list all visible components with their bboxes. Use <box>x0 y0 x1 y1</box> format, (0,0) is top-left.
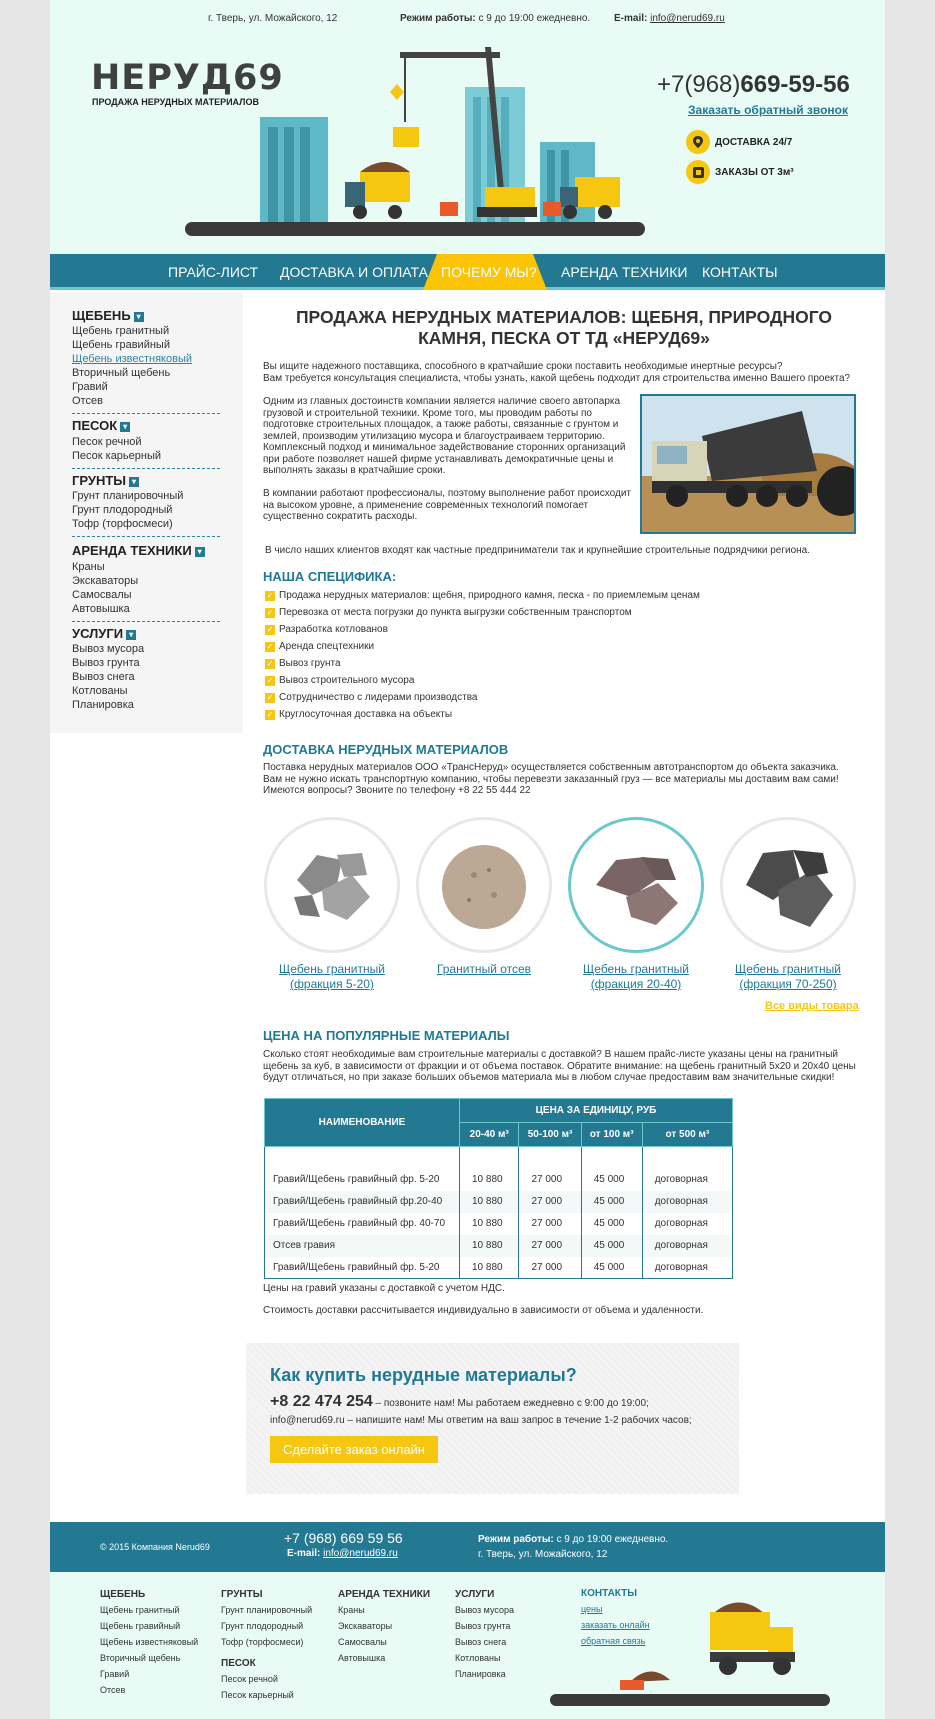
spec-item-text: Перевозка от места погрузки до пункта выгрузки собственным транспортом <box>279 607 632 618</box>
row-price: 10 880 <box>460 1235 519 1257</box>
product-fraction: (фракция 5-20) <box>290 977 374 991</box>
footer-link[interactable]: Экскаваторы <box>338 1621 393 1631</box>
sidebar-item[interactable]: Песок речной <box>72 436 142 448</box>
footer-link[interactable]: Отсев <box>100 1685 126 1695</box>
sidebar-item[interactable]: Вывоз снега <box>72 671 135 683</box>
footer-address: г. Тверь, ул. Можайского, 12 <box>478 1549 608 1560</box>
sidebar-item[interactable]: Грунт плодородный <box>72 504 173 516</box>
spec-item <box>265 590 700 601</box>
sidebar-item[interactable]: Песок карьерный <box>72 450 162 462</box>
how-to-buy-phone-line <box>270 1393 649 1411</box>
footer-link[interactable]: Вывоз грунта <box>455 1621 511 1631</box>
footer-bar <box>50 1522 885 1572</box>
product-image[interactable] <box>264 817 400 953</box>
sidebar-heading-label: ЩЕБЕНЬ <box>72 308 131 323</box>
spec-item-text: Аренда спецтехники <box>279 641 375 652</box>
nav-item-rent[interactable]: АРЕНДА ТЕХНИКИ <box>561 264 688 280</box>
checkmark-icon: ✓ <box>266 692 274 702</box>
sidebar-item[interactable]: Отсев <box>72 395 103 407</box>
product-name: Щебень гранитный <box>279 962 385 976</box>
price-text: Сколько стоят необходимые вам строительные материалы с доставкой? В нашем прайс-листе указаны цены на гранитный щебень за куб, в зависимости от фракции и от объема поставок. Обратите внимание: на щебень гранитный 5х20 и 20х40 цены будут отличаться, но при заказе больших объемов материала мы в любом случае предоставим вам значительные скидки! <box>263 1049 856 1083</box>
row-price: 45 000 <box>581 1235 642 1257</box>
sidebar-item[interactable]: Тофр (торфосмеси) <box>72 518 173 530</box>
footer-link[interactable]: Грунт планировочный <box>221 1605 313 1615</box>
row-name: Гравий/Щебень гравийный фр.20-40 <box>265 1191 460 1213</box>
spec-item <box>265 675 414 686</box>
sidebar-item[interactable]: Планировка <box>72 699 134 711</box>
row-price: 27 000 <box>519 1169 581 1191</box>
spec-item-text: Разработка котлованов <box>279 624 388 635</box>
nav-item-contacts[interactable]: КОНТАКТЫ <box>702 264 778 280</box>
truck-image <box>642 396 854 532</box>
header <box>50 0 885 254</box>
sidebar-item[interactable]: Щебень гранитный <box>72 325 170 337</box>
table-header-name: НАИМЕНОВАНИЕ <box>265 1099 460 1147</box>
footer-col-title: КОНТАКТЫ <box>581 1588 638 1599</box>
how-to-buy-block <box>246 1343 739 1494</box>
row-price: договорная <box>642 1191 732 1213</box>
header-phone[interactable] <box>657 71 850 99</box>
delivery-text: Поставка нерудных материалов ООО «ТрансНеруд» осуществляется собственным автотранспортом до объекта заказчика. Вам не нужно искать транспортную компанию, чтобы перевезти заказанный груз — все материалы мы доставим вам сами! Имеются вопросы? Звоните по телефону +8 22 55 444 22 <box>263 762 839 796</box>
spec-item-text: Вывоз грунта <box>279 658 341 669</box>
checkmark-icon: ✓ <box>266 624 274 634</box>
checkmark-icon: ✓ <box>266 658 274 668</box>
row-price: 10 880 <box>460 1257 519 1279</box>
granite-70-250-image <box>738 835 838 935</box>
footer-link[interactable]: Гравий <box>100 1669 130 1679</box>
footer-link[interactable]: Вторичный щебень <box>100 1653 181 1663</box>
table-row <box>265 1257 733 1279</box>
footer-col-title: УСЛУГИ <box>455 1589 495 1600</box>
logo-subtitle: ПРОДАЖА НЕРУДНЫХ МАТЕРИАЛОВ <box>92 97 259 107</box>
footer-link[interactable]: Краны <box>338 1605 365 1615</box>
table-row <box>265 1213 733 1235</box>
row-price: договорная <box>642 1213 732 1235</box>
footer-sitemap <box>50 1572 885 1719</box>
footer-col-title: ПЕСОК <box>221 1658 256 1669</box>
footer-link[interactable]: Грунт плодородный <box>221 1621 304 1631</box>
footer-link[interactable]: Котлованы <box>455 1653 501 1663</box>
chevron-down-icon: ▾ <box>126 630 136 640</box>
row-name: Гравий/Щебень гравийный фр. 5-20 <box>265 1257 460 1279</box>
sidebar-heading-sand[interactable] <box>72 418 130 433</box>
spec-item <box>265 658 341 669</box>
price-table <box>264 1098 733 1279</box>
spec-item <box>265 641 374 652</box>
product-fraction: (фракция 20-40) <box>590 977 682 991</box>
footer-hours-value: с 9 до 19:00 ежедневно. <box>553 1534 669 1545</box>
footer-link[interactable]: Песок речной <box>221 1674 278 1684</box>
spec-item-text: Круглосуточная доставка на объекты <box>279 709 453 720</box>
footer-email-label: E-mail: <box>287 1548 321 1559</box>
row-price: 45 000 <box>581 1191 642 1213</box>
sidebar-heading-rent[interactable] <box>72 543 205 558</box>
row-price: 27 000 <box>519 1257 581 1279</box>
footer-email-link[interactable]: info@nerud69.ru <box>323 1548 398 1559</box>
table-col-header: от 100 м³ <box>581 1123 642 1147</box>
table-row <box>265 1169 733 1191</box>
product-link[interactable] <box>566 962 706 992</box>
nav-item-why-us[interactable]: ПОЧЕМУ МЫ? <box>441 264 537 280</box>
checkmark-icon: ✓ <box>266 709 274 719</box>
row-price: 10 880 <box>460 1169 519 1191</box>
spec-item-text: Вывоз строительного мусора <box>279 675 415 686</box>
nav-item-delivery[interactable]: ДОСТАВКА И ОПЛАТА <box>280 264 428 280</box>
sidebar-heading-label: УСЛУГИ <box>72 626 124 641</box>
footer-truck-illustration <box>550 1592 870 1712</box>
footer-link[interactable]: обратная связь <box>581 1636 646 1646</box>
footer-link[interactable]: Щебень известняковый <box>100 1637 199 1647</box>
row-price: 10 880 <box>460 1213 519 1235</box>
row-price: договорная <box>642 1235 732 1257</box>
product-image-active[interactable] <box>568 817 704 953</box>
footer-link[interactable]: Щебень гранитный <box>100 1605 180 1615</box>
sidebar-item[interactable]: Грунт планировочный <box>72 490 184 502</box>
footer-link[interactable]: Вывоз снега <box>455 1637 507 1647</box>
callback-link[interactable]: Заказать обратный звонок <box>688 103 849 117</box>
chevron-down-icon: ▾ <box>120 422 130 432</box>
spec-item-text: Сотрудничество с лидерами производства <box>279 692 478 703</box>
product-name: Щебень гранитный <box>583 962 689 976</box>
email-link[interactable]: info@nerud69.ru <box>650 13 725 24</box>
sidebar-heading-services[interactable] <box>72 626 136 641</box>
hours-label: Режим работы: <box>400 13 476 24</box>
footer-link[interactable]: заказать онлайн <box>581 1620 650 1630</box>
sidebar-item[interactable]: Щебень гравийный <box>72 339 170 351</box>
location-pin-icon <box>686 130 710 154</box>
spec-item <box>265 607 632 618</box>
product-link[interactable] <box>414 962 554 977</box>
footer-link[interactable]: Вывоз мусора <box>455 1605 514 1615</box>
dump-truck-photo <box>640 394 856 534</box>
footer-col-title: ЩЕБЕНЬ <box>100 1589 146 1600</box>
row-price: договорная <box>642 1169 732 1191</box>
company-paragraph-2: В компании работают профессионалы, поэтому выполнение работ происходит на высоком уровне, а применение современных технологий помогает существенно сократить расходы. <box>263 488 632 522</box>
sidebar <box>50 293 243 733</box>
sidebar-item[interactable]: Экскаваторы <box>72 575 139 587</box>
hours-value: с 9 до 19:00 ежедневно. <box>475 13 591 24</box>
row-price: 27 000 <box>519 1235 581 1257</box>
delivery-cost-note: Стоимость доставки рассчитывается индивидуально в зависимости от объема и удаленности. <box>263 1305 704 1316</box>
feature-orders-text: ЗАКАЗЫ ОТ 3м³ <box>715 166 794 178</box>
how-to-buy-mail-line: info@nerud69.ru – напишите нам! Мы ответим на ваш запрос в течение 1-2 рабочих часов; <box>270 1415 692 1426</box>
row-price: 10 880 <box>460 1191 519 1213</box>
feature-delivery-text: ДОСТАВКА 24/7 <box>715 136 793 148</box>
sidebar-item[interactable]: Гравий <box>72 381 108 393</box>
top-email <box>614 13 725 24</box>
footer-hours <box>478 1534 668 1545</box>
footer-link[interactable]: цены <box>581 1604 603 1614</box>
footer-link[interactable]: Песок карьерный <box>221 1690 294 1700</box>
how-to-buy-phone[interactable]: +8 22 474 254 <box>270 1393 373 1410</box>
product-name: Щебень гранитный <box>735 962 841 976</box>
table-header-price: ЦЕНА ЗА ЕДИНИЦУ, РУБ <box>460 1099 733 1123</box>
sidebar-item[interactable]: Котлованы <box>72 685 128 697</box>
sidebar-item[interactable]: Вывоз мусора <box>72 643 145 655</box>
table-col-header: 50-100 м³ <box>519 1123 581 1147</box>
intro-text: Вы ищите надежного поставщика, способного в кратчайшие сроки поставить необходимые инертные ресурсы? Вам требуется консультация специалиста, чтобы узнать, какой щебень подходит для строительства именно Вашего проекта? <box>263 361 851 384</box>
footer-link[interactable]: Автовышка <box>338 1653 386 1663</box>
row-price: 27 000 <box>519 1191 581 1213</box>
nav-item-price-list[interactable]: ПРАЙС-ЛИСТ <box>168 264 259 280</box>
granite-screening-image <box>434 835 534 935</box>
page-title: ПРОДАЖА НЕРУДНЫХ МАТЕРИАЛОВ: ЩЕБНЯ, ПРИРОДНОГО КАМНЯ, ПЕСКА ОТ ТД «НЕРУД69» <box>295 307 833 348</box>
footer-col-title: АРЕНДА ТЕХНИКИ <box>338 1589 431 1600</box>
footer-link[interactable]: Щебень гравийный <box>100 1621 181 1631</box>
delivery-heading: ДОСТАВКА НЕРУДНЫХ МАТЕРИАЛОВ <box>263 742 509 757</box>
sidebar-heading-label: АРЕНДА ТЕХНИКИ <box>72 543 192 558</box>
checkmark-icon: ✓ <box>266 607 274 617</box>
vat-note: Цены на гравий указаны с доставкой с учетом НДС. <box>263 1283 505 1294</box>
feature-orders <box>686 159 794 185</box>
chevron-down-icon: ▾ <box>129 477 139 487</box>
spec-item-text: Продажа нерудных материалов: щебня, природного камня, песка - по приемлемым ценам <box>279 590 700 601</box>
top-hours <box>400 13 590 24</box>
row-price: 45 000 <box>581 1169 642 1191</box>
sidebar-divider <box>72 621 220 622</box>
product-name: Гранитный отсев <box>436 962 532 976</box>
company-paragraph-1: Одним из главных достоинств компании является наличие своего автопарка грузовой и строительной техники. Кроме того, мы проводим работы по подготовке строительных площадок, а также работы, связанные с грунтом и землей, производим утилизацию мусора и благоустраиваем территорию. Комплексный подход и минимальное задействование сторонних организаций при работе позволяет нашей фирме устанавливать демократичные цены и выполнять заказы в кратчайшие сроки. <box>263 396 626 476</box>
feature-delivery <box>686 129 792 155</box>
price-heading: ЦЕНА НА ПОПУЛЯРНЫЕ МАТЕРИАЛЫ <box>263 1028 510 1043</box>
box-icon <box>686 160 710 184</box>
footer-link[interactable]: Самосвалы <box>338 1637 387 1647</box>
footer-email <box>287 1548 398 1559</box>
specifics-heading: НАША СПЕЦИФИКА: <box>263 569 397 584</box>
email-label: E-mail: <box>614 13 648 24</box>
sidebar-heading-label: ГРУНТЫ <box>72 473 127 488</box>
spec-item <box>265 692 477 703</box>
order-online-button[interactable]: Сделайте заказ онлайн <box>270 1436 438 1463</box>
product-fraction: (фракция 70-250) <box>739 977 837 991</box>
sidebar-item-active[interactable]: Щебень известняковый <box>72 353 193 365</box>
row-price: договорная <box>642 1257 732 1279</box>
sidebar-heading-label: ПЕСОК <box>72 418 118 433</box>
logo-title[interactable]: НЕРУД69 <box>91 58 284 98</box>
sidebar-item[interactable]: Вывоз грунта <box>72 657 140 669</box>
how-to-buy-title: Как купить нерудные материалы? <box>270 1365 577 1385</box>
sidebar-divider <box>72 413 220 414</box>
row-name: Гравий/Щебень гравийный фр. 40-70 <box>265 1213 460 1235</box>
product-link[interactable] <box>718 962 858 992</box>
sidebar-heading-gravel[interactable] <box>72 308 144 323</box>
clients-text: В число наших клиентов входят как частные предприниматели так и крупнейшие строительные подрядчики региона. <box>265 545 811 556</box>
footer-link[interactable]: Тофр (торфосмеси) <box>221 1637 304 1647</box>
table-col-header: 20-40 м³ <box>460 1123 519 1147</box>
footer-copyright: © 2015 Компания Nerud69 <box>100 1542 210 1552</box>
granite-20-40-image <box>586 835 686 935</box>
product-image[interactable] <box>720 817 856 953</box>
footer-col-title: ГРУНТЫ <box>221 1589 263 1600</box>
granite-5-20-image <box>282 835 382 935</box>
row-price: 45 000 <box>581 1257 642 1279</box>
sidebar-item[interactable]: Краны <box>72 561 105 573</box>
product-link[interactable] <box>262 962 402 992</box>
sidebar-heading-soil[interactable] <box>72 473 139 488</box>
footer-hours-label: Режим работы: <box>478 1534 554 1545</box>
chevron-down-icon: ▾ <box>134 312 144 322</box>
chevron-down-icon: ▾ <box>195 547 205 557</box>
spec-item <box>265 709 452 720</box>
footer-link[interactable]: Планировка <box>455 1669 506 1679</box>
main-nav <box>50 254 885 290</box>
phone-prefix: +7(968) <box>657 71 741 98</box>
checkmark-icon: ✓ <box>266 590 274 600</box>
sidebar-divider <box>72 536 220 537</box>
page <box>50 0 885 1719</box>
table-row <box>265 1235 733 1257</box>
table-row <box>265 1191 733 1213</box>
row-name: Отсев гравия <box>265 1235 460 1257</box>
sidebar-divider <box>72 468 220 469</box>
product-image[interactable] <box>416 817 552 953</box>
row-price: 27 000 <box>519 1213 581 1235</box>
how-to-buy-phone-text: – позвоните нам! Мы работаем ежедневно с 9:00 до 19:00; <box>372 1398 649 1409</box>
table-col-header: от 500 м³ <box>642 1123 732 1147</box>
spec-item <box>265 624 388 635</box>
sidebar-item[interactable]: Самосвалы <box>72 589 132 601</box>
sidebar-item[interactable]: Вторичный щебень <box>72 367 171 379</box>
checkmark-icon: ✓ <box>266 675 274 685</box>
footer-phone[interactable]: +7 (968) 669 59 56 <box>284 1530 403 1546</box>
top-address: г. Тверь, ул. Можайского, 12 <box>208 13 338 24</box>
sidebar-item[interactable]: Автовышка <box>72 603 130 615</box>
row-price: 45 000 <box>581 1213 642 1235</box>
row-name: Гравий/Щебень гравийный фр. 5-20 <box>265 1169 460 1191</box>
phone-main: 669-59-56 <box>740 71 850 98</box>
construction-illustration <box>185 42 645 252</box>
all-goods-link[interactable]: Все виды товара <box>765 1000 859 1012</box>
checkmark-icon: ✓ <box>266 641 274 651</box>
